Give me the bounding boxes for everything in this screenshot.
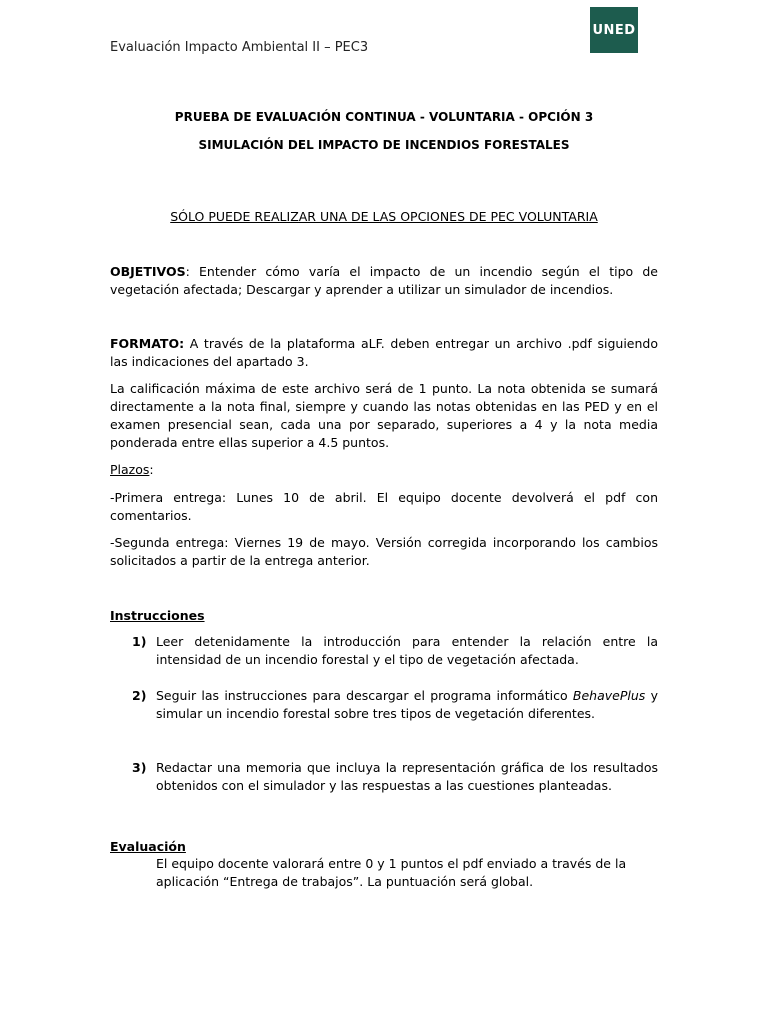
logo-text: UNED [592, 22, 636, 38]
formato-paragraph [110, 335, 658, 371]
list-item [110, 687, 658, 741]
evaluacion-text: El equipo docente valorará entre 0 y 1 puntos el pdf enviado a través de la aplicación “Entrega de trabajos”. La puntuación será global. [156, 856, 627, 889]
document-title: PRUEBA DE EVALUACIÓN CONTINUA - VOLUNTARIA - OPCIÓN 3 [174, 110, 594, 124]
objetivos-paragraph [110, 263, 658, 299]
objetivos-text: : Entender cómo varía el impacto de un incendio según el tipo de vegetación afectada; Descargar y aprender a utilizar un simulador de incendios. [110, 264, 658, 297]
uned-logo [590, 7, 638, 53]
instrucciones-heading: Instrucciones [110, 608, 205, 623]
formato-text: A través de la plataforma aLF. deben entregar un archivo .pdf siguiendo las indicaciones del apartado 3. [110, 336, 658, 369]
plazos-colon: : [149, 462, 154, 477]
list-text: Seguir las instrucciones para descargar el programa informático BehavePlus y simular un incendio forestal sobre tres tipos de vegetación diferentes. [156, 688, 658, 721]
list-text: Redactar una memoria que incluya la representación gráfica de los resultados obtenidos con el simulador y las respuestas a las cuestiones planteadas. [156, 760, 658, 793]
list-item [110, 759, 658, 813]
document-subtitle: SIMULACIÓN DEL IMPACTO DE INCENDIOS FORESTALES [198, 138, 570, 152]
list-item [110, 633, 658, 669]
list-text: Leer detenidamente la introducción para entender la relación entre la intensidad de un incendio forestal y el tipo de vegetación afectada. [156, 634, 658, 667]
evaluacion-heading: Evaluación [110, 839, 186, 854]
calificacion-paragraph: La calificación máxima de este archivo será de 1 punto. La nota obtenida se sumará directamente a la nota final, siempre y cuando las notas obtenidas en las PED y en el examen presencial sean, cada una por separado, superiores a 4 y la nota media ponderada entre ellas superior a 4.5 puntos. [110, 381, 658, 450]
plazos-label: Plazos [110, 462, 150, 477]
list-number: 1) [132, 634, 147, 649]
primera-entrega: -Primera entrega: Lunes 10 de abril. El equipo docente devolverá el pdf con comentarios. [110, 490, 658, 523]
objetivos-label: OBJETIVOS [110, 264, 186, 279]
options-notice: SÓLO PUEDE REALIZAR UNA DE LAS OPCIONES DE PEC VOLUNTARIA [170, 209, 598, 224]
page-header: Evaluación Impacto Ambiental II – PEC3 [110, 40, 369, 55]
list-number: 3) [132, 760, 147, 775]
plazos-label-line [110, 461, 658, 479]
segunda-entrega: -Segunda entrega: Viernes 19 de mayo. Versión corregida incorporando los cambios solicitados a partir de la entrega anterior. [110, 535, 658, 568]
list-number: 2) [132, 688, 147, 703]
software-name: BehavePlus [572, 688, 646, 703]
formato-label: FORMATO: [110, 336, 185, 351]
